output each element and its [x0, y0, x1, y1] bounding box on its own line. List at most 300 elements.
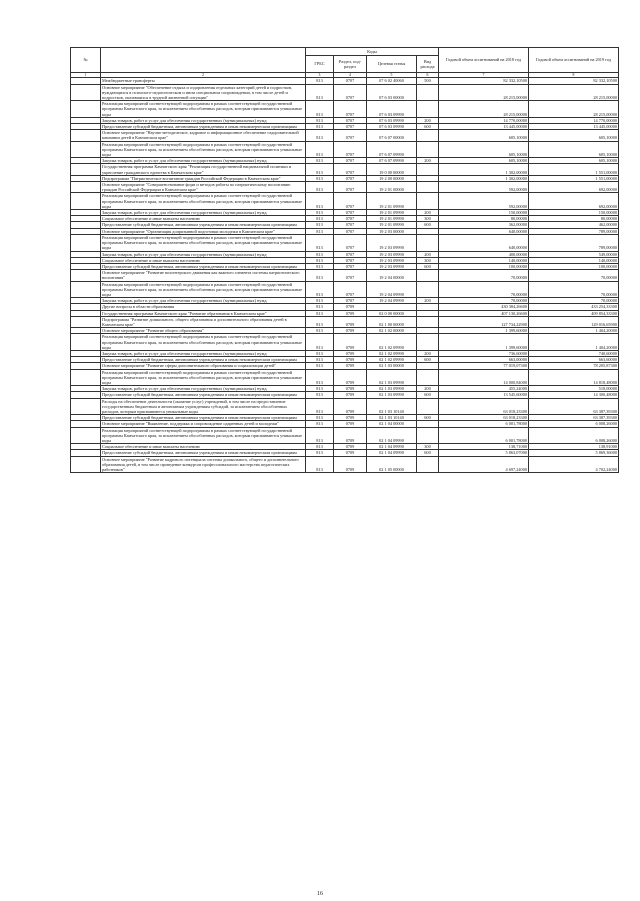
row-number-cell	[71, 316, 101, 327]
grbs-code: 813	[306, 386, 334, 392]
item-name: Основное мероприятие "Развитие сферы дополнительного образования и социализации детей"	[101, 363, 306, 369]
table-row	[71, 164, 619, 175]
target-article-code: 07 6 07 09990	[367, 141, 417, 158]
section-code: 0707	[334, 257, 367, 263]
expense-type-code	[417, 369, 439, 386]
grbs-code: 813	[306, 141, 334, 158]
expense-type-code	[417, 281, 439, 298]
item-name: Подпрограмма "Патриотическое воспитание граждан Российской Федерации в Камчатском крае"	[101, 175, 306, 181]
grbs-code: 813	[306, 130, 334, 141]
section-code: 0707	[334, 281, 367, 298]
amount-2019: 14 770,00000	[529, 117, 619, 123]
section-code: 0709	[334, 363, 367, 369]
amount-2018: 455,24000	[439, 386, 529, 392]
amount-2019: 5 869,36000	[529, 450, 619, 456]
amount-2018: 1 302,00000	[439, 164, 529, 175]
amount-2019: 518,00000	[529, 386, 619, 392]
section-code: 0707	[334, 263, 367, 269]
item-name: Государственная программа Камчатского края "Развитие образования в Камчатском крае"	[101, 310, 306, 316]
amount-2018: 400,00000	[439, 251, 529, 257]
amount-2019: 28 215,00000	[529, 84, 619, 101]
target-article-code: 19 2 03 09990	[367, 234, 417, 251]
section-code: 0707	[334, 117, 367, 123]
expense-type-code: 600	[417, 415, 439, 421]
section-code: 0709	[334, 310, 367, 316]
target-article-code: 19 2 03 00000	[367, 228, 417, 234]
header-2018: Годовой объем ассигнований на 2018 год	[439, 48, 529, 73]
expense-type-code: 200	[417, 386, 439, 392]
amount-2018: 14 000,84000	[439, 369, 529, 386]
amount-2018: 82 332,10500	[439, 78, 529, 84]
column-number: 3	[306, 73, 334, 78]
amount-2019: 605,10000	[529, 130, 619, 141]
item-name: Реализация мероприятий соответствующей подпрограммы в рамках соответствующей государственной программы Камчатского края, за исключением обособленных расходов, которым присваиваются уникальные коды	[101, 193, 306, 210]
target-article-code: 19 0 00 00000	[367, 164, 417, 175]
section-code: 0709	[334, 357, 367, 363]
amount-2018: 663,00000	[439, 357, 529, 363]
expense-type-code: 200	[417, 350, 439, 356]
header-number: №	[71, 48, 101, 73]
grbs-code: 813	[306, 328, 334, 334]
amount-2018: 28 215,00000	[439, 101, 529, 118]
amount-2019: 1 404,20000	[529, 328, 619, 334]
item-name: Закупка товаров, работ и услуг для обеспечения государственных (муниципальных) нужд	[101, 251, 306, 257]
target-article-code: 02 1 03 10140	[367, 415, 417, 421]
grbs-code: 813	[306, 357, 334, 363]
item-name: Основное мероприятие "Обеспечение отдыха и оздоровления отдельных категорий детей и подростков, нуждающихся в психолого-педагогическом и ином специальном сопровождении, в том числе детей и подростков, оказавшихся в трудной жизненной ситуации"	[101, 84, 306, 101]
target-article-code: 07 6 02 40060	[367, 78, 417, 84]
amount-2018: 640,00000	[439, 234, 529, 251]
amount-2019: 740,60000	[529, 350, 619, 356]
header-grbs: ГРБС	[306, 56, 334, 73]
amount-2018: 605,10000	[439, 130, 529, 141]
expense-type-code: 200	[417, 251, 439, 257]
section-code: 0707	[334, 216, 367, 222]
target-article-code: 02 1 03 10140	[367, 398, 417, 415]
table-row	[71, 141, 619, 158]
expense-type-code: 200	[417, 210, 439, 216]
target-article-code: 19 2 00 00000	[367, 175, 417, 181]
item-name: Предоставление субсидий бюджетным, автономным учреждениям и иным некоммерческим организациям	[101, 124, 306, 130]
amount-2019: 462,00000	[529, 222, 619, 228]
header-codes: Коды	[306, 48, 439, 56]
amount-2019: 28 215,00000	[529, 101, 619, 118]
target-article-code: 19 2 04 09990	[367, 298, 417, 304]
amount-2019: 6 008,26000	[529, 421, 619, 427]
item-name: Расходы на обеспечение деятельности (оказание услуг) учреждений, в том числе на предоставление государственным бюджетным и автономным учреждениям субсидий, за исключением обособленных расходов, которым присваиваются уникальные коды	[101, 398, 306, 415]
item-name: Основное мероприятие "Развитие общего образования"	[101, 328, 306, 334]
expense-type-code: 500	[417, 78, 439, 84]
grbs-code: 813	[306, 257, 334, 263]
header-name	[101, 48, 306, 73]
grbs-code: 813	[306, 270, 334, 281]
amount-2018: 70,00000	[439, 270, 529, 281]
row-number-cell	[71, 369, 101, 386]
amount-2018: 1 399,60000	[439, 334, 529, 351]
target-article-code: 19 2 01 00000	[367, 182, 417, 193]
section-code: 0707	[334, 251, 367, 257]
item-name: Закупка товаров, работ и услуг для обеспечения государственных (муниципальных) нужд	[101, 350, 306, 356]
section-code: 0707	[334, 124, 367, 130]
section-code: 0707	[334, 175, 367, 181]
grbs-code: 813	[306, 304, 334, 310]
item-name: Закупка товаров, работ и услуг для обеспечения государственных (муниципальных) нужд	[101, 298, 306, 304]
section-code: 0709	[334, 350, 367, 356]
row-number-cell	[71, 84, 101, 101]
expense-type-code	[417, 182, 439, 193]
item-name: Государственная программа Камчатского края "Реализация государственной национальной политики и укрепление гражданского единства в Камчатском крае"	[101, 164, 306, 175]
item-name: Предоставление субсидий бюджетным, автономным учреждениям и иным некоммерческим организациям	[101, 357, 306, 363]
amount-2019: 1 404,20000	[529, 334, 619, 351]
grbs-code: 813	[306, 101, 334, 118]
section-code: 0707	[334, 193, 367, 210]
amount-2019: 6 008,26000	[529, 427, 619, 444]
section-code: 0707	[334, 298, 367, 304]
amount-2018: 430 384,26600	[439, 304, 529, 310]
item-name: Предоставление субсидий бюджетным, автономным учреждениям и иным некоммерческим организациям	[101, 222, 306, 228]
item-name: Межбюджетные трансферты	[101, 78, 306, 84]
amount-2018: 1 399,60000	[439, 328, 529, 334]
item-name: Основное мероприятие "Совершенствование форм и методов работы по патриотическому воспитанию граждан Российской Федерации в Камчатском крае"	[101, 182, 306, 193]
row-number-cell	[71, 101, 101, 118]
amount-2018: 407 130,26600	[439, 310, 529, 316]
section-code: 0709	[334, 456, 367, 473]
header-2019: Годовой объем ассигнований на 2019 год	[529, 48, 619, 73]
amount-2019: 692,00000	[529, 193, 619, 210]
table-row	[71, 369, 619, 386]
header-expense-type: Вид расхода	[417, 56, 439, 73]
section-code: 0707	[334, 222, 367, 228]
grbs-code: 813	[306, 444, 334, 450]
amount-2018: 13 545,60000	[439, 392, 529, 398]
target-article-code: 19 2 03 09990	[367, 251, 417, 257]
header-target-article: Целевая статья	[367, 56, 417, 73]
item-name: Предоставление субсидий бюджетным, автономным учреждениям и иным некоммерческим организациям	[101, 450, 306, 456]
expense-type-code: 200	[417, 117, 439, 123]
section-code: 0707	[334, 84, 367, 101]
grbs-code: 813	[306, 350, 334, 356]
item-name: Основное мероприятие "Научно-методическое, кадровое и информационное обеспечение оздоровительной кампании детей в Камчатском крае"	[101, 130, 306, 141]
item-name: Закупка товаров, работ и услуг для обеспечения государственных (муниципальных) нужд	[101, 117, 306, 123]
item-name: Закупка товаров, работ и услуг для обеспечения государственных (муниципальных) нужд	[101, 158, 306, 164]
amount-2018: 605,10000	[439, 141, 529, 158]
amount-2019: 663,60000	[529, 357, 619, 363]
row-number-cell	[71, 398, 101, 415]
item-name: Социальное обеспечение и иные выплаты населению	[101, 216, 306, 222]
amount-2019: 63 387,39300	[529, 398, 619, 415]
column-number: 8	[529, 73, 619, 78]
amount-2018: 140,00000	[439, 257, 529, 263]
amount-2019: 14 300,48000	[529, 392, 619, 398]
expense-type-code: 300	[417, 257, 439, 263]
grbs-code: 813	[306, 369, 334, 386]
item-name: Реализация мероприятий соответствующей подпрограммы в рамках соответствующей государственной программы Камчатского края, за исключением обособленных расходов, которым присваиваются уникальные коды	[101, 334, 306, 351]
grbs-code: 813	[306, 193, 334, 210]
expense-type-code	[417, 316, 439, 327]
expense-type-code: 300	[417, 216, 439, 222]
target-article-code: 02 1 02 09990	[367, 334, 417, 351]
column-number: 1	[71, 73, 101, 78]
table-row	[71, 234, 619, 251]
row-number-cell	[71, 182, 101, 193]
section-code: 0709	[334, 328, 367, 334]
section-code: 0709	[334, 398, 367, 415]
target-article-code: 07 6 03 09990	[367, 101, 417, 118]
expense-type-code	[417, 141, 439, 158]
table-row	[71, 84, 619, 101]
row-number-cell	[71, 334, 101, 351]
section-code: 0709	[334, 421, 367, 427]
target-article-code: 19 2 03 09990	[367, 263, 417, 269]
amount-2018: 1 302,00000	[439, 175, 529, 181]
item-name: Реализация мероприятий соответствующей подпрограммы в рамках соответствующей государственной программы Камчатского края, за исключением обособленных расходов, которым присваиваются уникальные коды	[101, 101, 306, 118]
table-row	[71, 193, 619, 210]
expense-type-code: 600	[417, 357, 439, 363]
expense-type-code	[417, 234, 439, 251]
section-code: 0707	[334, 101, 367, 118]
amount-2019: 605,10000	[529, 158, 619, 164]
amount-2018: 70,00000	[439, 281, 529, 298]
expense-type-code	[417, 334, 439, 351]
item-name: Реализация мероприятий соответствующей подпрограммы в рамках соответствующей государственной программы Камчатского края, за исключением обособленных расходов, которым присваиваются уникальные коды	[101, 234, 306, 251]
target-article-code: 19 2 04 00000	[367, 270, 417, 281]
column-number: 7	[439, 73, 529, 78]
amount-2019: 692,00000	[529, 182, 619, 193]
target-article-code: 02 1 04 09990	[367, 450, 417, 456]
item-name: Реализация мероприятий соответствующей подпрограммы в рамках соответствующей государственной программы Камчатского края, за исключением обособленных расходов, которым присваиваются уникальные коды	[101, 141, 306, 158]
target-article-code: 19 2 01 09990	[367, 210, 417, 216]
amount-2018: 63 018,23300	[439, 398, 529, 415]
amount-2018: 592,00000	[439, 182, 529, 193]
amount-2018: 605,10000	[439, 158, 529, 164]
section-code: 0707	[334, 228, 367, 234]
header-razdel: Раздел, под-раздел	[334, 56, 367, 73]
table-row	[71, 398, 619, 415]
table-row	[71, 270, 619, 281]
item-name: Реализация мероприятий соответствующей подпрограммы в рамках соответствующей государственной программы Камчатского края, за исключением обособленных расходов, которым присваиваются уникальные коды	[101, 369, 306, 386]
row-number-cell	[71, 164, 101, 175]
item-name: Реализация мероприятий соответствующей подпрограммы в рамках соответствующей государственной программы Камчатского края, за исключением обособленных расходов, которым присваиваются уникальные коды	[101, 281, 306, 298]
amount-2019: 63 387,39300	[529, 415, 619, 421]
expense-type-code	[417, 164, 439, 175]
amount-2019: 70,00000	[529, 270, 619, 281]
grbs-code: 813	[306, 421, 334, 427]
item-name: Основное мероприятие "Выявление, поддержка и сопровождение одаренных детей и молодежи"	[101, 421, 306, 427]
target-article-code: 07 6 07 09990	[367, 158, 417, 164]
row-number-cell	[71, 130, 101, 141]
section-code: 0707	[334, 182, 367, 193]
section-code: 0707	[334, 270, 367, 281]
amount-2018: 13 445,00000	[439, 124, 529, 130]
target-article-code: 07 6 03 09990	[367, 124, 417, 130]
grbs-code: 813	[306, 334, 334, 351]
target-article-code: 07 6 03 00000	[367, 84, 417, 101]
amount-2019: 4 702,24000	[529, 456, 619, 473]
table-row	[71, 456, 619, 473]
row-number-cell	[71, 234, 101, 251]
grbs-code: 813	[306, 228, 334, 234]
section-code: 0707	[334, 210, 367, 216]
amount-2018: 5 863,07000	[439, 450, 529, 456]
section-code: 0707	[334, 141, 367, 158]
column-number: 2	[101, 73, 306, 78]
amount-2018: 736,60000	[439, 350, 529, 356]
section-code: 0709	[334, 450, 367, 456]
amount-2019: 70,00000	[529, 298, 619, 304]
amount-2019: 70,00000	[529, 281, 619, 298]
table-row	[71, 334, 619, 351]
section-code: 0709	[334, 316, 367, 327]
expense-type-code: 600	[417, 263, 439, 269]
table-body	[71, 78, 619, 473]
grbs-code: 813	[306, 281, 334, 298]
expense-type-code	[417, 193, 439, 210]
amount-2019: 138,91000	[529, 444, 619, 450]
grbs-code: 813	[306, 117, 334, 123]
section-code: 0709	[334, 334, 367, 351]
amount-2019: 1 551,00000	[529, 164, 619, 175]
item-name: Закупка товаров, работ и услуг для обеспечения государственных (муниципальных) нужд	[101, 210, 306, 216]
grbs-code: 813	[306, 251, 334, 257]
grbs-code: 813	[306, 78, 334, 84]
section-code: 0709	[334, 444, 367, 450]
grbs-code: 813	[306, 158, 334, 164]
amount-2019: 789,00000	[529, 234, 619, 251]
expense-type-code: 200	[417, 158, 439, 164]
section-code: 0707	[334, 164, 367, 175]
target-article-code: 02 1 03 00000	[367, 363, 417, 369]
grbs-code: 813	[306, 164, 334, 175]
column-number: 5	[367, 73, 417, 78]
section-code: 0709	[334, 427, 367, 444]
row-number-cell	[71, 427, 101, 444]
budget-table	[70, 47, 619, 473]
expense-type-code: 600	[417, 222, 439, 228]
item-name: Социальное обеспечение и иные выплаты населению	[101, 257, 306, 263]
grbs-code: 813	[306, 210, 334, 216]
amount-2019: 605,10000	[529, 141, 619, 158]
section-code: 0707	[334, 78, 367, 84]
target-article-code: 07 6 07 00000	[367, 130, 417, 141]
target-article-code: 02 1 03 09990	[367, 386, 417, 392]
table-row	[71, 101, 619, 118]
amount-2018: 150,00000	[439, 210, 529, 216]
section-code: 0709	[334, 304, 367, 310]
target-article-code: 02 1 03 09990	[367, 369, 417, 386]
row-number-cell	[71, 270, 101, 281]
amount-2018: 28 215,00000	[439, 84, 529, 101]
section-code: 0709	[334, 386, 367, 392]
grbs-code: 813	[306, 124, 334, 130]
amount-2018: 362,00000	[439, 222, 529, 228]
amount-2018: 592,00000	[439, 193, 529, 210]
target-article-code: 02 1 02 00000	[367, 328, 417, 334]
expense-type-code: 600	[417, 392, 439, 398]
amount-2019: 140,00000	[529, 257, 619, 263]
expense-type-code	[417, 398, 439, 415]
grbs-code: 813	[306, 182, 334, 193]
grbs-code: 813	[306, 310, 334, 316]
amount-2018: 4 697,24000	[439, 456, 529, 473]
section-code: 0707	[334, 130, 367, 141]
grbs-code: 813	[306, 316, 334, 327]
amount-2019: 82 332,10500	[529, 78, 619, 84]
item-name: Основное мероприятие "Развитие волонтерского движения как важного элемента системы патриотического воспитания"	[101, 270, 306, 281]
table-row	[71, 130, 619, 141]
row-number-cell	[71, 281, 101, 298]
amount-2018: 6 001,78000	[439, 421, 529, 427]
amount-2018: 14 770,00000	[439, 117, 529, 123]
expense-type-code	[417, 101, 439, 118]
section-code: 0709	[334, 415, 367, 421]
expense-type-code	[417, 270, 439, 281]
grbs-code: 813	[306, 84, 334, 101]
amount-2019: 409 854,33300	[529, 310, 619, 316]
row-number-cell	[71, 141, 101, 158]
target-article-code: 02 1 04 09990	[367, 444, 417, 450]
target-article-code: 19 2 01 09990	[367, 222, 417, 228]
target-article-code: 02 1 03 09990	[367, 392, 417, 398]
target-article-code: 02 1 02 09990	[367, 357, 417, 363]
grbs-code: 813	[306, 263, 334, 269]
row-number-cell	[71, 456, 101, 473]
expense-type-code: 600	[417, 124, 439, 130]
amount-2018: 80,00000	[439, 216, 529, 222]
amount-2019: 433 254,33300	[529, 304, 619, 310]
grbs-code: 813	[306, 392, 334, 398]
table-row	[71, 182, 619, 193]
amount-2018: 77 019,07300	[439, 363, 529, 369]
column-number: 4	[334, 73, 367, 78]
expense-type-code	[417, 427, 439, 444]
item-name: Предоставление субсидий бюджетным, автономным учреждениям и иным некоммерческим организациям	[101, 392, 306, 398]
amount-2018: 63 018,23300	[439, 415, 529, 421]
item-name: Основное мероприятие "Развитие кадрового потенциала системы дошкольного, общего и дополнительного образования детей, в том числе проведение конкурсов профессионального мастерства педагогических работников"	[101, 456, 306, 473]
expense-type-code: 200	[417, 298, 439, 304]
target-article-code: 19 2 03 09990	[367, 257, 417, 263]
grbs-code: 813	[306, 415, 334, 421]
item-name: Реализация мероприятий соответствующей подпрограммы в рамках соответствующей государственной программы Камчатского края, за исключением обособленных расходов, которым присваиваются уникальные коды	[101, 427, 306, 444]
item-name: Подпрограмма "Развитие дошкольного, общего образования и дополнительного образования детей в Камчатском крае"	[101, 316, 306, 327]
grbs-code: 813	[306, 216, 334, 222]
amount-2019: 100,00000	[529, 263, 619, 269]
target-article-code: 19 2 04 09990	[367, 281, 417, 298]
target-article-code: 02 1 04 09990	[367, 427, 417, 444]
target-article-code: 02 1 04 00000	[367, 421, 417, 427]
amount-2018: 6 001,78000	[439, 427, 529, 444]
table-row	[71, 281, 619, 298]
amount-2019: 78 205,87300	[529, 363, 619, 369]
expense-type-code	[417, 84, 439, 101]
amount-2019: 80,00000	[529, 216, 619, 222]
grbs-code: 813	[306, 363, 334, 369]
expense-type-code: 600	[417, 450, 439, 456]
target-article-code: 19 2 01 09990	[367, 193, 417, 210]
section-code: 0709	[334, 392, 367, 398]
section-code: 0707	[334, 158, 367, 164]
target-article-code: 19 2 01 09990	[367, 216, 417, 222]
grbs-code: 813	[306, 222, 334, 228]
amount-2018: 127 734,22900	[439, 316, 529, 327]
section-code: 0709	[334, 369, 367, 386]
amount-2019: 13 445,00000	[529, 124, 619, 130]
grbs-code: 813	[306, 456, 334, 473]
grbs-code: 813	[306, 234, 334, 251]
item-name: Основное мероприятие "Организация допризывной подготовки молодежи в Камчатском крае"	[101, 228, 306, 234]
amount-2019: 14 818,48000	[529, 369, 619, 386]
expense-type-code: 300	[417, 444, 439, 450]
target-article-code: 02 1 02 09990	[367, 350, 417, 356]
